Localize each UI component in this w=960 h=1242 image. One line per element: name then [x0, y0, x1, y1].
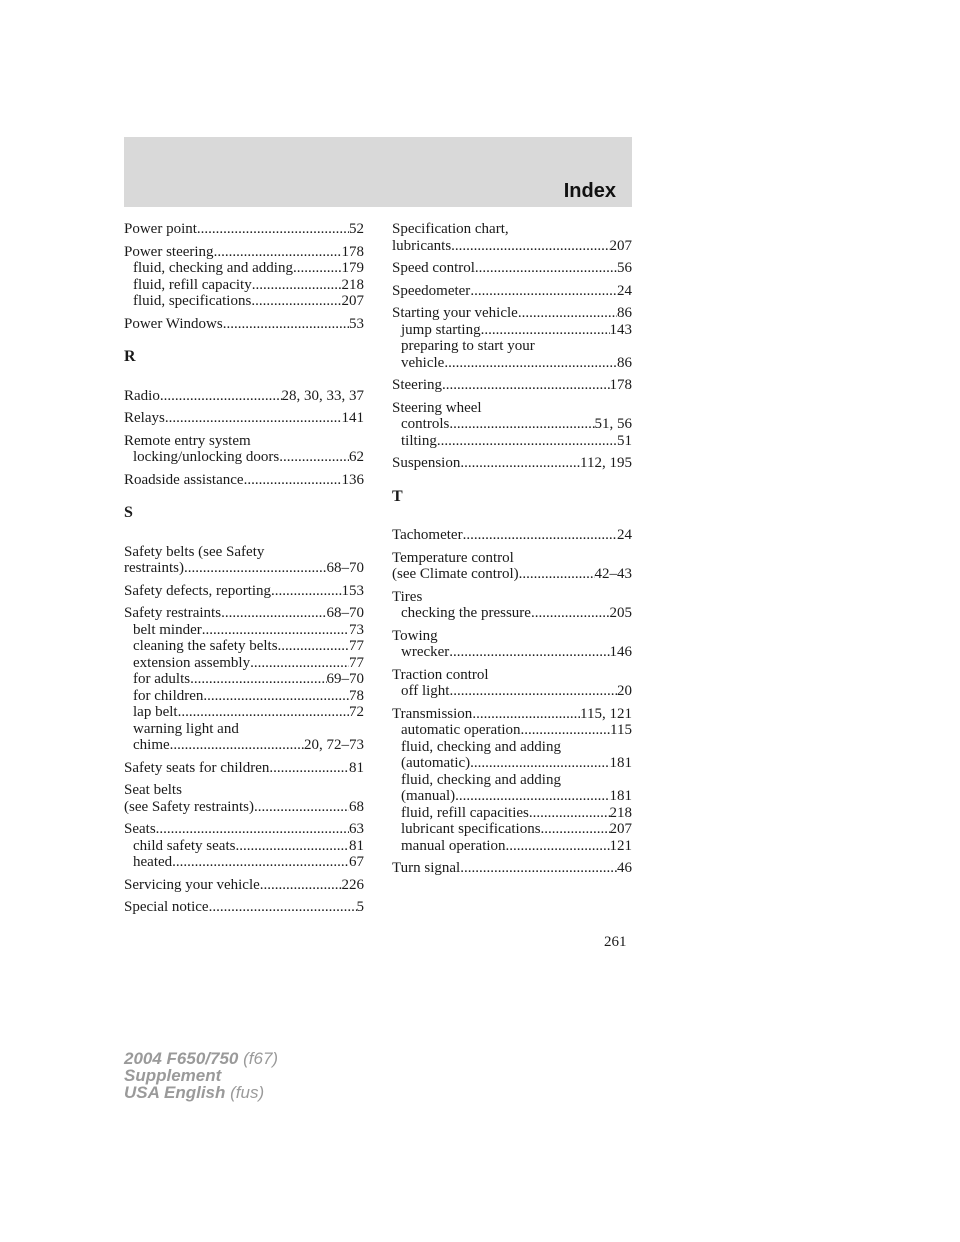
dot-leader	[444, 355, 617, 372]
index-term: fluid, specifications	[133, 293, 252, 309]
index-subentry-line	[392, 821, 632, 838]
index-entry	[124, 388, 364, 405]
dot-leader	[519, 566, 595, 583]
index-term: lubricant specifications	[401, 821, 541, 837]
index-subentry-line	[392, 683, 632, 700]
dot-leader	[160, 388, 282, 405]
index-term: manual operation	[401, 837, 506, 854]
index-page-ref: 181	[609, 788, 632, 804]
dot-leader	[463, 527, 617, 544]
index-term: Servicing your vehicle	[124, 876, 260, 893]
index-subentry-line	[124, 854, 364, 871]
index-term: Remote entry system	[124, 432, 251, 449]
index-entry-line	[392, 860, 632, 877]
index-term: Towing	[392, 627, 438, 644]
dot-leader	[293, 260, 342, 277]
index-subentry-line	[124, 655, 364, 672]
index-term: tilting	[401, 432, 437, 449]
index-page-ref: 28, 30, 33, 37	[281, 387, 364, 404]
index-page-ref: 136	[341, 471, 364, 488]
index-term: controls	[401, 416, 450, 432]
dot-leader	[178, 704, 349, 721]
index-term: Specification chart,	[392, 221, 509, 237]
dot-leader	[269, 760, 349, 777]
dot-leader	[223, 316, 349, 333]
index-page-ref: 20	[617, 683, 632, 699]
dot-leader	[531, 605, 610, 622]
index-term: Safety restraints	[124, 605, 222, 621]
index-page-ref: 178	[341, 243, 364, 260]
dot-leader	[455, 788, 609, 805]
dot-leader	[271, 583, 341, 600]
index-entry-line	[124, 799, 364, 816]
index-page-ref: 146	[609, 644, 632, 660]
index-entry-line	[392, 550, 632, 567]
index-subentry-line	[392, 355, 632, 372]
index-term: Power point	[124, 221, 197, 237]
index-column-right	[392, 221, 632, 883]
footer-language-code: (fus)	[225, 1083, 265, 1102]
dot-leader	[250, 655, 349, 672]
index-term: heated	[133, 854, 173, 870]
index-entry-line	[392, 305, 632, 322]
index-page-ref: 115	[610, 722, 632, 738]
dot-leader	[214, 244, 342, 261]
dot-leader	[235, 838, 349, 855]
dot-leader	[252, 277, 342, 294]
index-page-ref: 68–70	[326, 560, 364, 576]
dot-leader	[460, 455, 580, 472]
dot-leader	[541, 821, 610, 838]
index-subentry-line	[392, 755, 632, 772]
index-term: Seat belts	[124, 782, 182, 798]
index-entry-line	[124, 244, 364, 261]
index-page-ref: 207	[609, 821, 632, 837]
index-page-ref: 62	[349, 449, 364, 465]
index-term: Radio	[124, 387, 160, 404]
index-page-ref: 51	[617, 432, 632, 449]
index-entry	[124, 544, 364, 577]
dot-leader	[470, 755, 609, 772]
index-subentry-line	[124, 638, 364, 655]
dot-leader	[209, 899, 357, 916]
index-term: belt minder	[133, 621, 202, 638]
dot-leader	[521, 722, 611, 739]
index-subentry-line	[392, 644, 632, 661]
index-entry-line	[392, 706, 632, 723]
index-term: fluid, checking and adding	[401, 771, 561, 788]
dot-leader	[481, 322, 610, 339]
index-subentry-line	[124, 260, 364, 277]
footer-model-code: (f67)	[238, 1049, 279, 1068]
page-number: 261	[604, 934, 627, 950]
dot-leader	[244, 472, 342, 489]
index-entry	[124, 583, 364, 600]
index-page-ref: 207	[341, 293, 364, 309]
index-subentry-line	[124, 688, 364, 705]
index-entry-line	[124, 605, 364, 622]
index-page-ref: 141	[341, 410, 364, 426]
index-subentry-line	[392, 838, 632, 855]
index-page-ref: 52	[349, 221, 364, 237]
index-entry-line	[124, 821, 364, 838]
index-term: fluid, checking and adding	[401, 738, 561, 755]
index-term: checking the pressure	[401, 605, 531, 621]
index-entry-line	[124, 560, 364, 577]
index-entry-line	[124, 316, 364, 333]
index-term: Speedometer	[392, 282, 471, 299]
index-entry-line	[392, 527, 632, 544]
index-term: Steering	[392, 377, 442, 393]
dot-leader	[197, 221, 349, 238]
index-page-ref: 68–70	[326, 605, 364, 621]
index-subentry-line	[392, 772, 632, 789]
index-entry	[124, 821, 364, 871]
index-entry-line	[392, 283, 632, 300]
index-page-ref: 46	[617, 860, 632, 876]
index-term: chime	[133, 737, 170, 753]
index-term: Turn signal	[392, 860, 461, 876]
index-page-ref: 69–70	[326, 671, 364, 687]
index-entry	[392, 527, 632, 544]
index-entry-line	[124, 388, 364, 405]
index-page-ref: 78	[349, 687, 364, 704]
index-term: Seats	[124, 821, 156, 837]
index-page-ref: 178	[609, 377, 632, 393]
index-term: vehicle	[401, 354, 445, 371]
dot-leader	[278, 638, 349, 655]
dot-leader	[506, 838, 610, 855]
index-entry	[392, 305, 632, 371]
index-entry	[392, 221, 632, 254]
index-term: locking/unlocking doors	[133, 449, 280, 465]
index-subentry-line	[392, 722, 632, 739]
index-term: Safety belts (see Safety	[124, 543, 265, 560]
index-entry-line	[392, 455, 632, 472]
index-page-ref: 77	[349, 654, 364, 671]
dot-leader	[460, 860, 617, 877]
index-entry	[124, 760, 364, 777]
footer-supplement: Supplement	[124, 1066, 222, 1085]
index-subentry-line	[124, 277, 364, 294]
index-letter-heading: S	[124, 504, 133, 521]
index-header	[124, 137, 632, 207]
index-term: Power steering	[124, 243, 214, 260]
index-page-ref: 205	[609, 605, 632, 621]
dot-leader	[165, 410, 342, 427]
dot-leader	[251, 293, 341, 310]
index-page-ref: 112, 195	[580, 455, 632, 471]
index-entry-line	[124, 544, 364, 561]
index-page-ref: 20, 72–73	[304, 737, 364, 753]
index-entry	[392, 455, 632, 472]
dot-leader	[475, 260, 617, 277]
index-term: extension assembly	[133, 654, 251, 671]
index-entry	[392, 706, 632, 855]
index-entry-line	[124, 782, 364, 799]
index-term: (see Climate control)	[392, 566, 519, 582]
index-page-ref: 73	[349, 621, 364, 638]
index-entry-line	[124, 877, 364, 894]
index-subentry-line	[124, 449, 364, 466]
index-term: child safety seats	[133, 837, 236, 854]
dot-leader	[449, 644, 609, 661]
index-term: Starting your vehicle	[392, 305, 518, 321]
index-subentry-line	[124, 704, 364, 721]
index-page-ref: 24	[617, 282, 632, 299]
index-term: Safety seats for children	[124, 759, 270, 776]
dot-leader	[449, 416, 594, 433]
index-term: Suspension	[392, 455, 461, 471]
index-term: Tires	[392, 588, 423, 605]
index-entry	[124, 244, 364, 310]
index-term: preparing to start your	[401, 338, 535, 354]
index-entry	[392, 589, 632, 622]
index-page-ref: 207	[609, 237, 632, 254]
index-entry-line	[392, 260, 632, 277]
index-term: jump starting	[401, 321, 481, 338]
index-page-ref: 86	[617, 354, 632, 371]
index-entry-line	[392, 589, 632, 606]
index-page-ref: 67	[349, 854, 364, 870]
index-page-ref: 153	[341, 582, 364, 599]
index-entry	[124, 877, 364, 894]
index-term: Speed control	[392, 260, 475, 276]
index-entry-line	[392, 221, 632, 238]
index-entry-line	[392, 628, 632, 645]
index-term: (manual)	[401, 788, 456, 804]
dot-leader	[437, 433, 617, 450]
footer-model: 2004 F650/750	[124, 1049, 239, 1068]
index-page-ref: 63	[349, 821, 364, 837]
index-page-ref: 68	[349, 798, 364, 815]
index-term: Power Windows	[124, 315, 223, 332]
index-term: Roadside assistance	[124, 471, 244, 488]
index-page-ref: 115, 121	[580, 705, 632, 722]
index-term: cleaning the safety belts	[133, 638, 278, 654]
index-term: lubricants	[392, 237, 452, 254]
index-page-ref: 81	[349, 837, 364, 854]
index-term: fluid, refill capacity	[133, 276, 252, 293]
dot-leader	[203, 688, 349, 705]
index-subentry-line	[392, 433, 632, 450]
dot-leader	[529, 805, 610, 822]
index-term: for children	[133, 687, 204, 704]
index-subentry-line	[392, 788, 632, 805]
index-term: Relays	[124, 410, 165, 426]
index-entry	[392, 377, 632, 394]
index-entry	[124, 899, 364, 916]
index-term: Steering wheel	[392, 399, 482, 416]
index-term: (automatic)	[401, 755, 471, 771]
index-letter-heading: R	[124, 348, 136, 365]
index-page-ref: 56	[617, 260, 632, 276]
dot-leader	[190, 671, 326, 688]
index-entry-line	[124, 899, 364, 916]
index-entry	[124, 605, 364, 754]
index-entry	[392, 283, 632, 300]
dot-leader	[470, 283, 617, 300]
index-entry-line	[124, 760, 364, 777]
index-entry-line	[124, 410, 364, 427]
index-page-ref: 218	[609, 804, 632, 821]
index-page-ref: 81	[349, 759, 364, 776]
dot-leader	[451, 238, 609, 255]
index-page-ref: 53	[349, 315, 364, 332]
index-entry-line	[392, 377, 632, 394]
index-page-ref: 179	[341, 260, 364, 276]
index-term: (see Safety restraints)	[124, 798, 254, 815]
index-entry-line	[392, 566, 632, 583]
index-term: fluid, refill capacities	[401, 804, 529, 821]
index-page-ref: 181	[609, 755, 632, 771]
dot-leader	[518, 305, 617, 322]
index-entry	[392, 667, 632, 700]
dot-leader	[170, 737, 304, 754]
dot-leader	[184, 560, 327, 577]
index-entry-line	[392, 400, 632, 417]
dot-leader	[279, 449, 349, 466]
index-page-ref: 5	[356, 899, 364, 915]
index-letter-heading: T	[392, 487, 403, 505]
dot-leader	[442, 377, 610, 394]
index-column-left	[124, 221, 364, 922]
index-entry-line	[124, 433, 364, 450]
index-page-ref: 51, 56	[594, 416, 632, 432]
index-entry	[392, 260, 632, 277]
index-entry	[124, 433, 364, 466]
dot-leader	[156, 821, 349, 838]
index-entry	[124, 316, 364, 333]
index-term: Temperature control	[392, 549, 514, 566]
index-subentry-line	[124, 293, 364, 310]
dot-leader	[172, 854, 349, 871]
dot-leader	[254, 799, 349, 816]
index-subentry-line	[392, 322, 632, 339]
index-term: automatic operation	[401, 722, 521, 738]
index-subentry-line	[124, 838, 364, 855]
index-subentry-line	[392, 739, 632, 756]
index-page-ref: 72	[349, 704, 364, 720]
index-page-ref: 77	[349, 638, 364, 654]
index-term: warning light and	[133, 720, 239, 737]
index-entry-line	[124, 472, 364, 489]
index-entry	[392, 550, 632, 583]
page-title: Index	[563, 180, 616, 202]
index-entry-line	[392, 238, 632, 255]
index-page-ref: 121	[609, 837, 632, 854]
index-subentry-line	[392, 338, 632, 355]
index-term: restraints)	[124, 560, 184, 576]
index-entry	[124, 782, 364, 815]
index-entry	[392, 400, 632, 450]
index-entry	[124, 410, 364, 427]
index-page-ref: 24	[617, 527, 632, 543]
index-term: Transmission	[392, 705, 473, 722]
index-subentry-line	[392, 805, 632, 822]
index-entry	[124, 472, 364, 489]
index-subentry-line	[392, 605, 632, 622]
index-subentry-line	[124, 737, 364, 754]
footer-language: USA English	[124, 1083, 226, 1102]
index-entry-line	[124, 583, 364, 600]
index-page-ref: 42–43	[594, 566, 632, 582]
index-page-ref: 86	[617, 305, 632, 321]
index-term: Traction control	[392, 666, 489, 683]
index-page-ref: 226	[341, 876, 364, 893]
index-term: wrecker	[401, 644, 450, 660]
index-term: Safety defects, reporting	[124, 582, 272, 599]
dot-leader	[472, 706, 580, 723]
index-entry	[124, 221, 364, 238]
index-entry	[392, 628, 632, 661]
dot-leader	[449, 683, 617, 700]
index-entry-line	[124, 221, 364, 238]
index-entry	[392, 860, 632, 877]
index-page-ref: 218	[341, 276, 364, 293]
dot-leader	[202, 622, 349, 639]
dot-leader	[260, 877, 342, 894]
index-term: off light	[401, 683, 450, 699]
document-footer	[124, 1050, 278, 1101]
index-term: lap belt	[133, 704, 178, 720]
index-subentry-line	[124, 671, 364, 688]
index-subentry-line	[124, 622, 364, 639]
index-entry-line	[392, 667, 632, 684]
index-subentry-line	[124, 721, 364, 738]
dot-leader	[221, 605, 326, 622]
index-term: fluid, checking and adding	[133, 260, 293, 276]
index-term: Tachometer	[392, 527, 463, 543]
index-page-ref: 143	[609, 321, 632, 338]
index-subentry-line	[392, 416, 632, 433]
index-term: for adults	[133, 671, 191, 687]
index-term: Special notice	[124, 899, 209, 915]
